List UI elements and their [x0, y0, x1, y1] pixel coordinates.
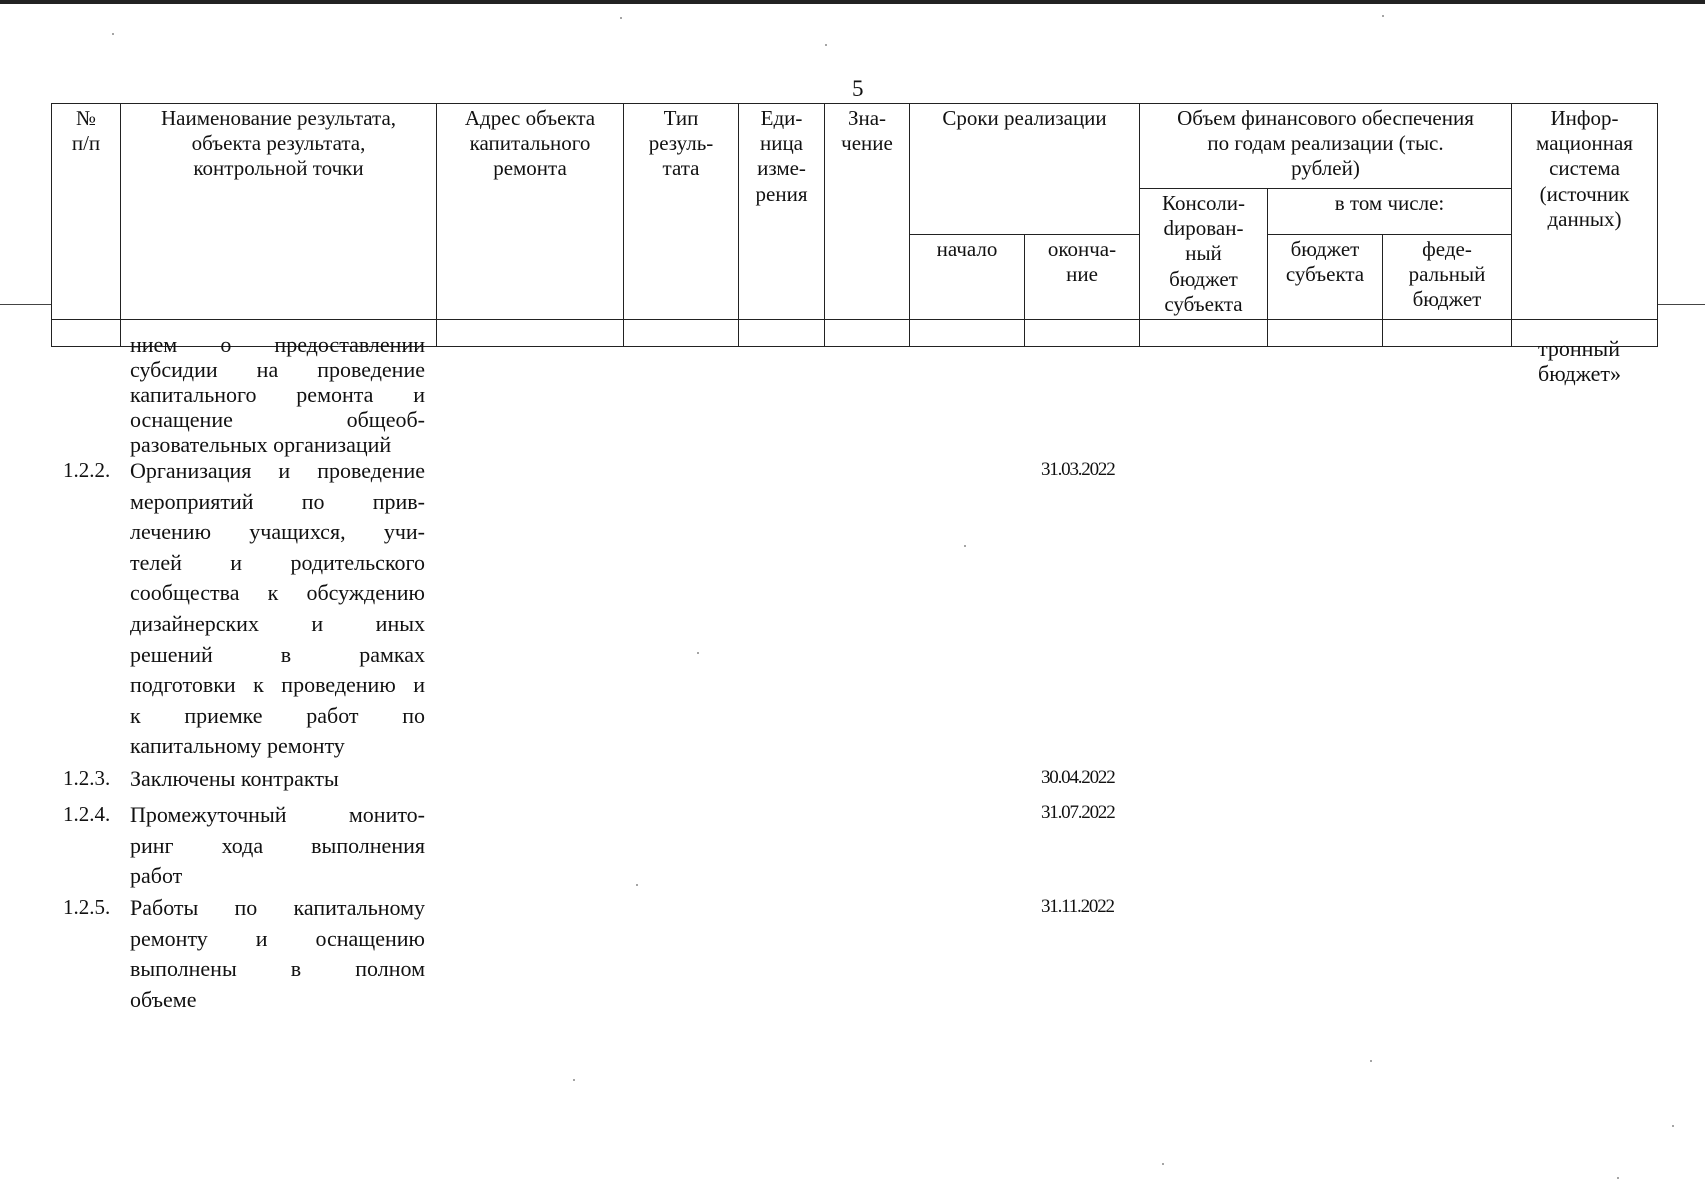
row-title-line: мероприятий по прив-: [130, 488, 425, 514]
carryover-line: разовательных организаций: [130, 432, 392, 457]
header-federal-budget: феде- ральный бюджет: [1383, 234, 1512, 319]
scan-speck: [1382, 15, 1384, 17]
row-title-line: Заключены контракты: [130, 766, 339, 791]
row-number: 1.2.4.: [63, 802, 111, 826]
carryover-line: капитального ремонта и: [130, 382, 425, 407]
scan-speck: [573, 1079, 575, 1081]
scan-speck: [636, 884, 638, 886]
row-title-line: к приемке работ по: [130, 702, 425, 728]
row-title-line: сообщества к обсуждению: [130, 580, 425, 606]
scan-speck: [964, 545, 966, 547]
row-number: 1.2.2.: [63, 458, 111, 482]
header-name: Наименование результата, объекта результата, контрольной точки: [121, 104, 437, 320]
row-end-date: 31.11.2022: [1041, 896, 1114, 917]
header-info-system: Инфор- мационная система (источник данных): [1512, 104, 1658, 320]
row-title-line: объеме: [130, 986, 197, 1012]
scan-speck: [1617, 1177, 1619, 1179]
scan-speck: [620, 17, 622, 19]
page-number: 5: [852, 76, 864, 101]
header-terms-end: оконча- ние: [1025, 234, 1140, 319]
header-type: Тип резуль- тата: [624, 104, 739, 320]
row-title: [130, 893, 425, 1015]
carryover-info-line: тронный: [1538, 336, 1620, 361]
row-title-line: ринг хода выполнения: [130, 832, 425, 858]
row-title: [130, 764, 425, 795]
carryover-info-line: бюджет»: [1538, 361, 1621, 386]
row-end-date: 31.03.2022: [1041, 459, 1115, 480]
header-subject-budget: бюджет субъекта: [1268, 234, 1383, 319]
header-num: № п/п: [52, 104, 121, 320]
row-title-line: телей и родительского: [130, 549, 425, 575]
row-title-line: решений в рамках: [130, 641, 425, 667]
row-title-line: подготовки к проведению и: [130, 672, 425, 698]
carryover-name-text: [130, 332, 425, 457]
carryover-line: субсидии на проведение: [130, 357, 425, 382]
row-title: [130, 800, 425, 892]
table-header: [51, 103, 1658, 347]
right-margin-line: [1657, 304, 1705, 305]
row-title-line: Организация и проведение: [130, 458, 425, 483]
scan-speck: [1162, 1163, 1164, 1165]
row-end-date: 31.07.2022: [1041, 802, 1115, 823]
header-terms-start: начало: [910, 234, 1025, 319]
header-including: в том числе:: [1268, 189, 1512, 235]
header-address: Адрес объекта капитального ремонта: [437, 104, 624, 320]
row-title: [130, 456, 425, 762]
header-value: Зна- чение: [825, 104, 910, 320]
header-finance: Объем финансового обеспечения по годам реализации (тыс. рублей): [1140, 104, 1512, 189]
scan-speck: [1370, 1060, 1372, 1062]
row-title-line: Работы по капитальному: [130, 895, 425, 920]
scan-speck: [697, 652, 699, 654]
carryover-line: нием о предоставлении: [130, 332, 425, 357]
row-title-line: Промежуточный монито-: [130, 802, 425, 827]
carryover-info-text: [1538, 336, 1621, 386]
scan-speck: [1672, 1125, 1674, 1127]
header-consolidated: Консоли- dирован- ный бюджет субъекта: [1140, 189, 1268, 320]
scan-speck: [825, 44, 827, 46]
header-unit: Еди- ница изме- рения: [739, 104, 825, 320]
row-title-line: лечению учащихся, учи-: [130, 519, 425, 545]
carryover-line: оснащение общеоб-: [130, 407, 425, 432]
header-terms: Сроки реализации: [910, 104, 1140, 235]
row-title-line: дизайнерских и иных: [130, 610, 425, 636]
row-number: 1.2.5.: [63, 895, 111, 919]
row-end-date: 30.04.2022: [1041, 767, 1115, 788]
row-title-line: работ: [130, 863, 183, 889]
row-number: 1.2.3.: [63, 766, 111, 790]
row-title-line: ремонту и оснащению: [130, 925, 425, 951]
row-title-line: выполнены в полном: [130, 956, 425, 982]
row-title-line: капитальному ремонту: [130, 733, 345, 759]
scan-speck: [112, 33, 114, 35]
left-margin-line: [0, 304, 51, 305]
top-border-line: [0, 0, 1705, 4]
